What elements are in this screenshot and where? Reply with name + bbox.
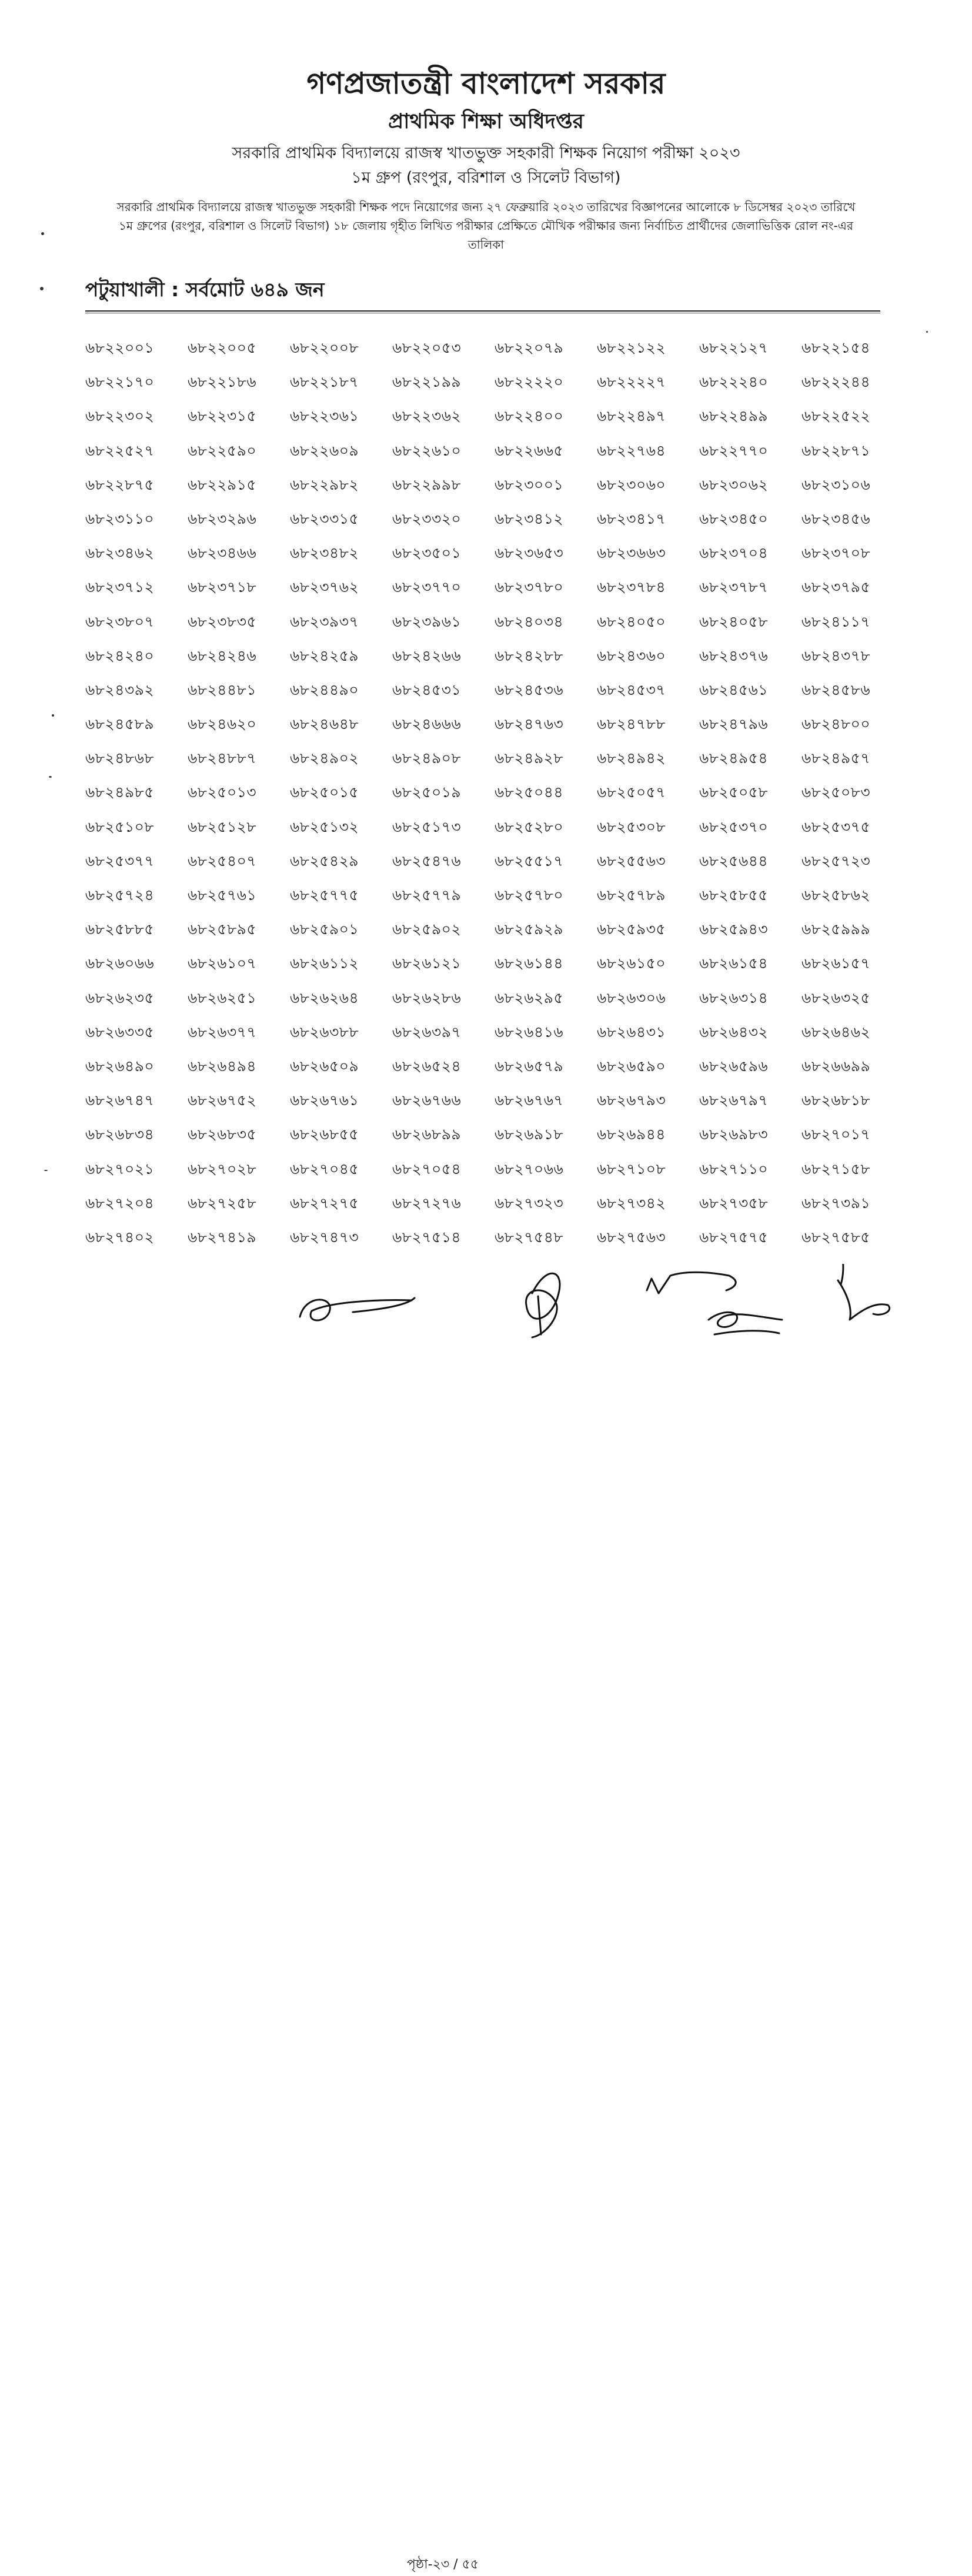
- roll-number-cell: ৬৮২৫০১৯: [392, 784, 462, 801]
- roll-number-cell: ৬৮২৭৪৭৩: [290, 1228, 359, 1246]
- roll-number-cell: ৬৮২৭৩৪২: [597, 1194, 666, 1212]
- roll-number-cell: ৬৮২৩৪৮২: [290, 544, 359, 562]
- scan-speck: [44, 1170, 48, 1171]
- roll-number-cell: ৬৮২৬৮৯৯: [392, 1126, 462, 1143]
- page-number: পৃষ্ঠা-২৩ / ৫৫: [407, 2557, 479, 2572]
- roll-number-cell: ৬৮২৪২৪০: [85, 647, 155, 664]
- roll-number-cell: ৬৮২৬১৪৪: [495, 955, 564, 972]
- roll-number-cell: ৬৮২৫০৮৩: [801, 784, 871, 801]
- roll-number-cell: ৬৮২৩৪১২: [495, 510, 564, 527]
- roll-number-cell: ৬৮২৪৯৫৭: [801, 750, 871, 767]
- roll-number-cell: ৬৮২৬০৬৬: [85, 955, 155, 972]
- roll-number-cell: ৬৮২৬২৩৫: [85, 989, 155, 1006]
- roll-number-cell: ৬৮২২০০৫: [188, 339, 257, 356]
- roll-number-cell: ৬৮২৪০৩৪: [495, 613, 564, 630]
- roll-number-cell: ৬৮২৬৮১৮: [801, 1092, 871, 1109]
- roll-number-cell: ৬৮২৪২৮৮: [495, 647, 564, 664]
- roll-number-cell: ৬৮২৪১১৭: [801, 613, 871, 630]
- roll-number-cell: ৬৮২৪৯৫৪: [699, 750, 769, 767]
- roll-number-cell: ৬৮২৬৭৬৭: [495, 1092, 564, 1109]
- roll-number-cell: ৬৮২৭৩৯১: [801, 1194, 871, 1212]
- roll-number-cell: ৬৮২৫৭৮৯: [597, 886, 666, 904]
- roll-number-cell: ৬৮২৬৯৪৪: [597, 1126, 666, 1143]
- document-header: [0, 65, 972, 254]
- roll-number-cell: ৬৮২৫৭৬১: [188, 886, 257, 904]
- roll-number-cell: ৬৮২২৪৯৭: [597, 407, 666, 425]
- roll-number-cell: ৬৮২৩৬৬৩: [597, 544, 666, 562]
- roll-number-cell: ৬৮২৪৯০২: [290, 750, 359, 767]
- roll-number-cell: ৬৮২৭৪১৯: [188, 1228, 257, 1246]
- roll-number-cell: ৬৮২৫৯২৯: [495, 921, 564, 938]
- roll-number-cell: ৬৮২২১৫৪: [801, 339, 871, 356]
- roll-number-cell: ৬৮২২২৪৪: [801, 373, 871, 391]
- roll-number-cell: ৬৮২২১২৭: [699, 339, 769, 356]
- roll-number-cell: ৬৮২৬৫৯৬: [699, 1057, 769, 1075]
- roll-number-cell: ৬৮২৭০২৮: [188, 1160, 257, 1177]
- roll-number-cell: ৬৮২৬৭৬১: [290, 1092, 359, 1109]
- roll-number-cell: ৬৮২৭৫৬৩: [597, 1228, 666, 1246]
- roll-number-cell: ৬৮২৫৮৮৫: [85, 921, 155, 938]
- roll-number-cell: ৬৮২৬৩৯৭: [392, 1023, 462, 1041]
- roll-number-cell: ৬৮২৫০৪৪: [495, 784, 564, 801]
- roll-number-cell: ৬৮২৫৩০৮: [597, 818, 666, 835]
- roll-number-cell: ৬৮২৫৮৬২: [801, 886, 871, 904]
- roll-number-cell: ৬৮২২০০৮: [290, 339, 359, 356]
- roll-number-cell: ৬৮২৭৫৭৫: [699, 1228, 769, 1246]
- roll-number-cell: ৬৮২৪০৫০: [597, 613, 666, 630]
- roll-number-cell: ৬৮২৪৯২৮: [495, 750, 564, 767]
- roll-number-cell: ৬৮২৩৩১৫: [290, 510, 359, 527]
- roll-number-cell: ৬৮২৫৭২৪: [85, 886, 155, 904]
- roll-number-cell: ৬৮২৫৩৭০: [699, 818, 769, 835]
- roll-number-cell: ৬৮২৩৯৬১: [392, 613, 462, 630]
- roll-number-cell: ৬৮২৬১৫০: [597, 955, 666, 972]
- roll-number-cell: ৬৮২৫৫১৭: [495, 852, 564, 869]
- roll-number-cell: ৬৮২৫৯৪৩: [699, 921, 769, 938]
- roll-number-cell: ৬৮২৬৩০৬: [597, 989, 666, 1006]
- roll-number-cell: ৬৮২৬৪৩২: [699, 1023, 769, 1041]
- scan-speck: [52, 714, 54, 717]
- roll-number-cell: ৬৮২৫০৫৭: [597, 784, 666, 801]
- roll-number-cell: ৬৮২৬১১২: [290, 955, 359, 972]
- roll-number-cell: ৬৮২৬২৬৪: [290, 989, 359, 1006]
- roll-number-cell: ৬৮২২৬১০: [392, 441, 462, 459]
- roll-number-cell: ৬৮২৬৫৯০: [597, 1057, 666, 1075]
- roll-number-cell: ৬৮২৭২৫৮: [188, 1194, 257, 1212]
- roll-number-cell: ৬৮২৬৩৮৮: [290, 1023, 359, 1041]
- roll-number-cell: ৬৮২৪৮৬৮: [85, 750, 155, 767]
- roll-number-cell: ৬৮২৫১৭৩: [392, 818, 462, 835]
- roll-number-cell: ৬৮২৩৮৩৫: [188, 613, 257, 630]
- roll-number-cell: ৬৮২৭৩৫৮: [699, 1194, 769, 1212]
- roll-number-cell: ৬৮২৪৪৯০: [290, 681, 359, 698]
- roll-number-cell: ৬৮২৭০৬৬: [495, 1160, 564, 1177]
- roll-number-cell: ৬৮২৪৬২০: [188, 715, 257, 733]
- roll-number-cell: ৬৮২৭২৭৫: [290, 1194, 359, 1212]
- scan-speck: [41, 232, 44, 235]
- roll-number-cell: ৬৮২৬৬৯৯: [801, 1057, 871, 1075]
- roll-number-cell: ৬৮২৩০০১: [495, 476, 564, 493]
- roll-number-cell: ৬৮২৩৪৫০: [699, 510, 769, 527]
- roll-number-cell: ৬৮২৪৯৮৫: [85, 784, 155, 801]
- signatures-graphic: [0, 1264, 972, 1376]
- roll-number-cell: ৬৮২৪৪৮১: [188, 681, 257, 698]
- roll-number-cell: ৬৮২৪৩৭৬: [699, 647, 769, 664]
- district-heading: পটুয়াখালী : সর্বমোট ৬৪৯ জন: [85, 278, 325, 301]
- roll-number-cell: ৬৮২২৩৬২: [392, 407, 462, 425]
- directorate-title: প্রাথমিক শিক্ষা অধিদপ্তর: [388, 110, 584, 133]
- roll-number-cell: ৬৮২৫৭৮০: [495, 886, 564, 904]
- roll-number-cell: ৬৮২৩০৬০: [597, 476, 666, 493]
- roll-number-cell: ৬৮২৬৮৩৫: [188, 1126, 257, 1143]
- roll-number-cell: ৬৮২৫৩৭৫: [801, 818, 871, 835]
- roll-number-cell: ৬৮২২৪৯৯: [699, 407, 769, 425]
- roll-number-cell: ৬৮২৩৭৮৪: [597, 578, 666, 596]
- roll-number-cell: ৬৮২৫৯০২: [392, 921, 462, 938]
- roll-number-cell: ৬৮২৭১০৮: [597, 1160, 666, 1177]
- roll-number-cell: ৬৮২৪২৫৯: [290, 647, 359, 664]
- roll-number-cell: ৬৮২২৭৭০: [699, 441, 769, 459]
- roll-number-cell: ৬৮২৪৯৪২: [597, 750, 666, 767]
- roll-number-cell: ৬৮২২৭৬৪: [597, 441, 666, 459]
- roll-number-cell: ৬৮২৪২৬৬: [392, 647, 462, 664]
- roll-number-cell: ৬৮২৩৭১২: [85, 578, 155, 596]
- roll-number-cell: ৬৮২৪৩৬০: [597, 647, 666, 664]
- roll-number-cell: ৬৮২৭৪০২: [85, 1228, 155, 1246]
- roll-number-cell: ৬৮২৬৫২৪: [392, 1057, 462, 1075]
- roll-number-cell: ৬৮২৭০৪৫: [290, 1160, 359, 1177]
- roll-number-cell: ৬৮২৩৯৩৭: [290, 613, 359, 630]
- roll-number-cell: ৬৮২৭৫৮৫: [801, 1228, 871, 1246]
- roll-number-cell: ৬৮২৩৩২০: [392, 510, 462, 527]
- roll-number-cell: ৬৮২৩৫০১: [392, 544, 462, 562]
- roll-number-cell: ৬৮২২১৮৭: [290, 373, 359, 391]
- roll-number-cell: ৬৮২৭১১০: [699, 1160, 769, 1177]
- roll-number-cell: ৬৮২৪৭৯৬: [699, 715, 769, 733]
- roll-number-cell: ৬৮২২৪০০: [495, 407, 564, 425]
- roll-number-cell: ৬৮২৬৪৬২: [801, 1023, 871, 1041]
- roll-number-cell: ৬৮২৭২৭৬: [392, 1194, 462, 1212]
- roll-number-cell: ৬৮২৫৬৪৪: [699, 852, 769, 869]
- scan-speck: [926, 331, 928, 333]
- roll-number-cell: ৬৮২৪২৪৬: [188, 647, 257, 664]
- roll-number-cell: ৬৮২৭৩২৩: [495, 1194, 564, 1212]
- roll-number-table: [85, 336, 885, 1260]
- roll-number-cell: ৬৮২৪৩৭৮: [801, 647, 871, 664]
- roll-number-cell: ৬৮২৩৭১৮: [188, 578, 257, 596]
- scan-speck: [40, 287, 44, 290]
- roll-number-cell: ৬৮২৬১০৭: [188, 955, 257, 972]
- roll-number-cell: ৬৮২২০৫৩: [392, 339, 462, 356]
- roll-number-cell: ৬৮২৩৮০৭: [85, 613, 155, 630]
- roll-number-cell: ৬৮২৫০৫৮: [699, 784, 769, 801]
- roll-number-cell: ৬৮২৬৩১৪: [699, 989, 769, 1006]
- roll-number-cell: ৬৮২৫৫৬৩: [597, 852, 666, 869]
- roll-number-cell: ৬৮২৫৯৯৯: [801, 921, 871, 938]
- roll-number-cell: ৬৮২৪৩৯২: [85, 681, 155, 698]
- roll-number-cell: ৬৮২৩১০৬: [801, 476, 871, 493]
- roll-number-cell: ৬৮২৩৪৫৬: [801, 510, 871, 527]
- roll-number-cell: ৬৮২৪৭৮৮: [597, 715, 666, 733]
- government-title: গণপ্রজাতন্ত্রী বাংলাদেশ সরকার: [306, 66, 666, 101]
- roll-number-cell: ৬৮২৪৯০৮: [392, 750, 462, 767]
- roll-number-cell: ৬৮২৬৪৯৪: [188, 1057, 257, 1075]
- roll-number-cell: ৬৮২৫৮৯৫: [188, 921, 257, 938]
- roll-number-cell: ৬৮২৫৭২৩: [801, 852, 871, 869]
- roll-number-cell: ৬৮২৬৯১৮: [495, 1126, 564, 1143]
- roll-number-cell: ৬৮২৭৫৪৮: [495, 1228, 564, 1246]
- roll-number-cell: ৬৮২৬৭৯৩: [597, 1092, 666, 1109]
- roll-number-cell: ৬৮২২৮৭১: [801, 441, 871, 459]
- heading-rule: [85, 310, 880, 313]
- roll-number-cell: ৬৮২৭৫১৪: [392, 1228, 462, 1246]
- roll-number-cell: ৬৮২৬৭৫২: [188, 1092, 257, 1109]
- roll-number-cell: ৬৮২৪৭৬৩: [495, 715, 564, 733]
- roll-number-cell: ৬৮২২১৮৬: [188, 373, 257, 391]
- roll-number-cell: ৬৮২৩০৬২: [699, 476, 769, 493]
- roll-number-cell: ৬৮২২৩৬১: [290, 407, 359, 425]
- roll-number-cell: ৬৮২৫২৮০: [495, 818, 564, 835]
- roll-number-cell: ৬৮২২৫২২: [801, 407, 871, 425]
- roll-number-cell: ৬৮২২০৭৯: [495, 339, 564, 356]
- roll-number-cell: ৬৮২৬৭৬৬: [392, 1092, 462, 1109]
- roll-number-cell: ৬৮২৬১২১: [392, 955, 462, 972]
- roll-number-cell: ৬৮২৬৫৭৯: [495, 1057, 564, 1075]
- roll-number-cell: ৬৮২৩২৯৬: [188, 510, 257, 527]
- roll-number-cell: ৬৮২৪৬৪৮: [290, 715, 359, 733]
- roll-number-cell: ৬৮২৪০৫৮: [699, 613, 769, 630]
- roll-number-cell: ৬৮২৩৭৭০: [392, 578, 462, 596]
- roll-number-cell: ৬৮২৩৭০৮: [801, 544, 871, 562]
- roll-number-cell: ৬৮২৪৬৬৬: [392, 715, 462, 733]
- roll-number-cell: ৬৮২৪৫৩৬: [495, 681, 564, 698]
- roll-number-cell: ৬৮২৬৮৩৪: [85, 1126, 155, 1143]
- roll-number-cell: ৬৮২৫৪৭৬: [392, 852, 462, 869]
- roll-number-cell: ৬৮২৬৩৭৭: [188, 1023, 257, 1041]
- roll-number-cell: ৬৮২২২২৭: [597, 373, 666, 391]
- roll-number-cell: ৬৮২৭০৫৪: [392, 1160, 462, 1177]
- roll-number-cell: ৬৮২৫৯০১: [290, 921, 359, 938]
- scan-speck: [49, 776, 52, 778]
- roll-number-cell: ৬৮২৫৪২৯: [290, 852, 359, 869]
- roll-number-cell: ৬৮২২৬০৯: [290, 441, 359, 459]
- roll-number-cell: ৬৮২৫০১৩: [188, 784, 257, 801]
- roll-number-cell: ৬৮২৭২০৪: [85, 1194, 155, 1212]
- roll-number-cell: ৬৮২৬৭৯৭: [699, 1092, 769, 1109]
- roll-number-cell: ৬৮২৬১৫৭: [801, 955, 871, 972]
- roll-number-cell: ৬৮২৬২৫১: [188, 989, 257, 1006]
- roll-number-cell: ৬৮২২১২২: [597, 339, 666, 356]
- roll-number-cell: ৬৮২৪৮০০: [801, 715, 871, 733]
- roll-number-cell: ৬৮২৬৩৩৫: [85, 1023, 155, 1041]
- roll-number-cell: ৬৮২৬৩২৫: [801, 989, 871, 1006]
- roll-number-cell: ৬৮২৬২৮৬: [392, 989, 462, 1006]
- roll-number-cell: ৬৮২৩৪১৭: [597, 510, 666, 527]
- roll-number-cell: ৬৮২২৬৬৫: [495, 441, 564, 459]
- roll-number-cell: ৬৮২৬৪৯০: [85, 1057, 155, 1075]
- roll-number-cell: ৬৮২২৫২৭: [85, 441, 155, 459]
- roll-number-cell: ৬৮২৪৫৬১: [699, 681, 769, 698]
- notice-text: সরকারি প্রাথমিক বিদ্যালয়ে রাজস্ব খাতভুক্ত সহকারী শিক্ষক পদে নিয়োগের জন্য ২৭ ফেব্রুয়ারি ২০২৩ তারিখের বিজ্ঞাপনের আলোকে ৮ ডিসেম্বর ২০২৩ তারিখে ১ম গ্রুপের (রংপুর, বরিশাল ও সিলেট বিভাগ) ১৮ জেলায় গৃহীত লিখিত পরীক্ষার প্রেক্ষিতে মৌখিক পরীক্ষার জন্য নির্বাচিত প্রার্থীদের জেলাভিত্তিক রোল নং-এর তালিকা: [116, 200, 856, 252]
- roll-number-cell: ৬৮২৫৭৭৫: [290, 886, 359, 904]
- group-title: ১ম গ্রুপ (রংপুর, বরিশাল ও সিলেট বিভাগ): [351, 169, 621, 187]
- roll-number-cell: ৬৮২৪৫৮৬: [801, 681, 871, 698]
- roll-number-cell: ৬৮২৩৪৬৬: [188, 544, 257, 562]
- roll-number-cell: ৬৮২২২৪০: [699, 373, 769, 391]
- roll-number-cell: ৬৮২৩৬৫৩: [495, 544, 564, 562]
- roll-number-cell: ৬৮২২৯৯৮: [392, 476, 462, 493]
- roll-number-cell: ৬৮২৩৭৮৭: [699, 578, 769, 596]
- roll-number-cell: ৬৮২৪৫৮৯: [85, 715, 155, 733]
- footer-signatures: [0, 1264, 972, 2572]
- roll-number-cell: ৬৮২৫১২৮: [188, 818, 257, 835]
- roll-number-cell: ৬৮২৩১১০: [85, 510, 155, 527]
- roll-number-cell: ৬৮২৬২৯৫: [495, 989, 564, 1006]
- roll-number-cell: ৬৮২৬৪১৬: [495, 1023, 564, 1041]
- roll-number-cell: ৬৮২৫৮৫৫: [699, 886, 769, 904]
- roll-number-cell: ৬৮২৬৫০৯: [290, 1057, 359, 1075]
- roll-number-cell: ৬৮২৪৫৩৭: [597, 681, 666, 698]
- roll-number-cell: ৬৮২৫০১৫: [290, 784, 359, 801]
- roll-number-cell: ৬৮২৩৭০৪: [699, 544, 769, 562]
- roll-number-cell: ৬৮২৩৭৬২: [290, 578, 359, 596]
- roll-number-cell: ৬৮২৪৮৮৭: [188, 750, 257, 767]
- roll-number-cell: ৬৮২৪৫৩১: [392, 681, 462, 698]
- roll-number-cell: ৬৮২৭০১৭: [801, 1126, 871, 1143]
- roll-number-cell: ৬৮২২৩১৫: [188, 407, 257, 425]
- roll-number-cell: ৬৮২৬১৫৪: [699, 955, 769, 972]
- roll-number-cell: ৬৮২৩৪৬২: [85, 544, 155, 562]
- roll-number-cell: ৬৮২৫১৩২: [290, 818, 359, 835]
- roll-number-cell: ৬৮২২৮৭৫: [85, 476, 155, 493]
- roll-number-cell: ৬৮২২৫৯০: [188, 441, 257, 459]
- roll-number-cell: ৬৮২২৯১৫: [188, 476, 257, 493]
- roll-number-cell: ৬৮২২১৯৯: [392, 373, 462, 391]
- exam-title: সরকারি প্রাথমিক বিদ্যালয়ে রাজস্ব খাতভুক্ত সহকারী শিক্ষক নিয়োগ পরীক্ষা ২০২৩: [232, 144, 740, 162]
- roll-number-cell: ৬৮২৫১০৮: [85, 818, 155, 835]
- roll-number-cell: ৬৮২২৩০২: [85, 407, 155, 425]
- roll-number-cell: ৬৮২২২২০: [495, 373, 564, 391]
- roll-number-cell: ৬৮২৫৩৭৭: [85, 852, 155, 869]
- roll-number-cell: ৬৮২৬৮৫৫: [290, 1126, 359, 1143]
- roll-number-cell: ৬৮২৩৭৯৫: [801, 578, 871, 596]
- roll-number-cell: ৬৮২৬৪৩১: [597, 1023, 666, 1041]
- roll-number-cell: ৬৮২২৯৮২: [290, 476, 359, 493]
- roll-number-cell: ৬৮২৫৪০৭: [188, 852, 257, 869]
- roll-number-cell: ৬৮২২০০১: [85, 339, 155, 356]
- roll-number-cell: ৬৮২৬৭৪৭: [85, 1092, 155, 1109]
- roll-number-cell: ৬৮২৩৭৮০: [495, 578, 564, 596]
- roll-number-cell: ৬৮২৫৯৩৫: [597, 921, 666, 938]
- roll-number-cell: ৬৮২৭০২১: [85, 1160, 155, 1177]
- roll-number-cell: ৬৮২৬৯৮৩: [699, 1126, 769, 1143]
- roll-number-cell: ৬৮২৭১৫৮: [801, 1160, 871, 1177]
- roll-number-cell: ৬৮২২১৭০: [85, 373, 155, 391]
- roll-number-cell: ৬৮২৫৭৭৯: [392, 886, 462, 904]
